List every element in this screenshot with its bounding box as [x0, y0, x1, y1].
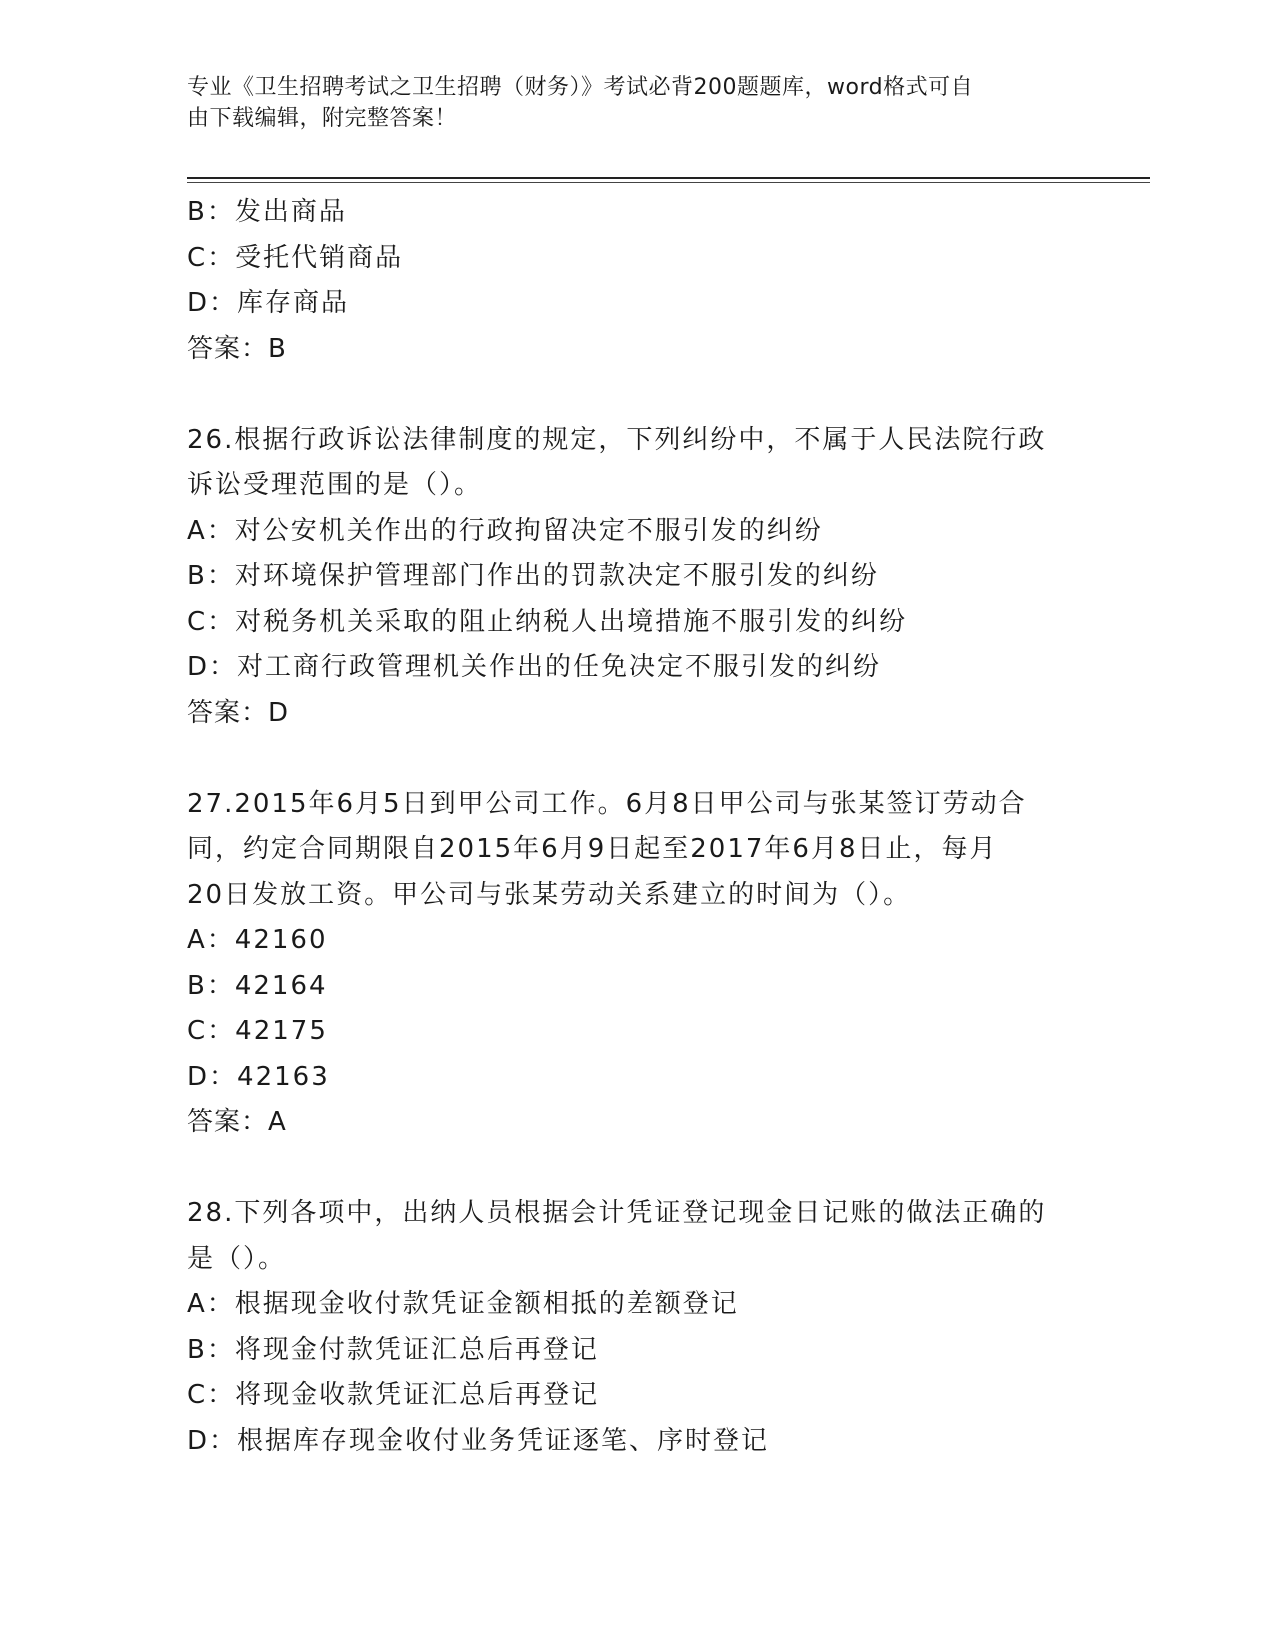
- document-header: [187, 72, 1057, 134]
- question-27: [187, 782, 1087, 1146]
- question-stem: 20日发放工资。甲公司与张某劳动关系建立的时间为（）。: [187, 879, 912, 910]
- header-rule-thin: [187, 182, 1150, 183]
- question-stem: 26.根据行政诉讼法律制度的规定，下列纠纷中，不属于人民法院行政: [187, 424, 1047, 455]
- option-a: A：42160: [187, 925, 328, 955]
- question-stem: 27.2015年6月5日到甲公司工作。6月8日甲公司与张某签订劳动合: [187, 788, 1027, 819]
- option-d: D：根据库存现金收付业务凭证逐笔、序时登记: [187, 1425, 770, 1456]
- spacer: [187, 372, 1087, 418]
- option-c: C：42175: [187, 1016, 328, 1046]
- question-28: [187, 1191, 1087, 1464]
- option-d: D：42163: [187, 1061, 330, 1092]
- option-d: D：库存商品: [187, 288, 350, 318]
- option-b: B：42164: [187, 970, 328, 1001]
- question-stem: 28.下列各项中，出纳人员根据会计凭证登记现金日记账的做法正确的: [187, 1198, 1047, 1228]
- question-stem: 诉讼受理范围的是（）。: [187, 470, 483, 500]
- question-stem: 是（）。: [187, 1243, 287, 1274]
- option-d: D：对工商行政管理机关作出的任免决定不服引发的纠纷: [187, 652, 882, 682]
- option-c: C：对税务机关采取的阻止纳税人出境措施不服引发的纠纷: [187, 606, 908, 637]
- question-stem: 同，约定合同期限自2015年6月9日起至2017年6月8日止，每月: [187, 834, 998, 864]
- header-line-2: 由下载编辑，附完整答案！: [187, 106, 458, 131]
- question-25: [187, 190, 1087, 372]
- option-b: B：将现金付款凭证汇总后再登记: [187, 1334, 599, 1365]
- answer: 答案：A: [187, 1107, 287, 1137]
- question-content: [187, 190, 1087, 1464]
- spacer: [187, 736, 1087, 782]
- option-c: C：受托代销商品: [187, 242, 404, 273]
- spacer: [187, 1146, 1087, 1192]
- option-a: A：根据现金收付款凭证金额相抵的差额登记: [187, 1289, 739, 1319]
- header-rule-thick: [187, 177, 1150, 179]
- header-line-1: 专业《卫生招聘考试之卫生招聘（财务）》考试必背200题题库，word格式可自: [187, 75, 974, 100]
- option-a: A：对公安机关作出的行政拘留决定不服引发的纠纷: [187, 515, 823, 546]
- answer: 答案：D: [187, 697, 290, 728]
- option-c: C：将现金收款凭证汇总后再登记: [187, 1380, 600, 1410]
- option-b: B：发出商品: [187, 197, 347, 227]
- question-26: [187, 418, 1087, 737]
- option-b: B：对环境保护管理部门作出的罚款决定不服引发的纠纷: [187, 561, 879, 591]
- answer: 答案：B: [187, 333, 287, 364]
